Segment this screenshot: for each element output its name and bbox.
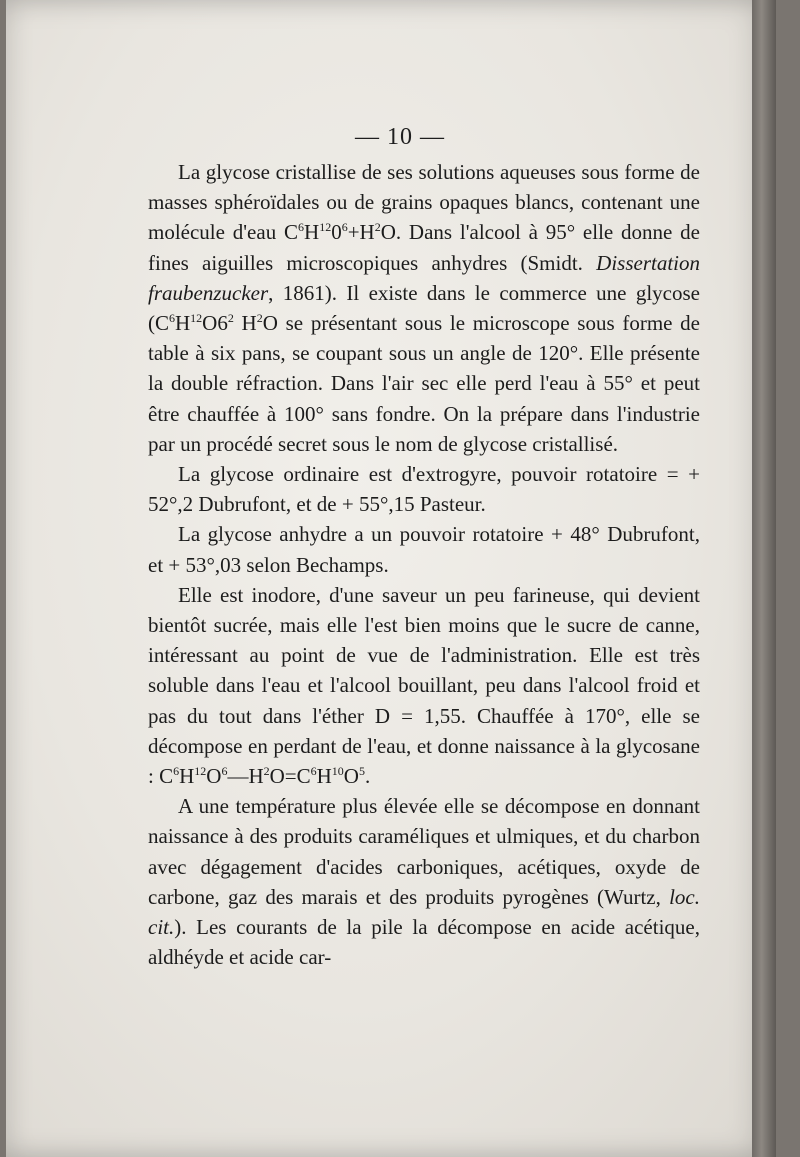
superscript: 6 (169, 311, 175, 326)
paragraph-2: La glycose ordinaire est d'extrogyre, pouvoir rotatoire = + 52°,2 Dubrufont, et de + 55°,15 Pasteur. (148, 462, 700, 517)
superscript: 2 (256, 311, 263, 326)
paragraph-3: La glycose anhydre a un pouvoir rotatoire + 48° Dubrufont, et + 53°,03 selon Bechamps. (148, 522, 700, 577)
superscript: 6 (173, 764, 180, 779)
superscript: 6 (221, 764, 228, 779)
superscript: 6 (298, 220, 305, 235)
superscript: 12 (194, 764, 207, 779)
body-text (148, 157, 700, 972)
superscript: 5 (358, 764, 365, 779)
superscript: 10 (331, 764, 344, 779)
superscript: 6 (341, 220, 348, 235)
superscript: 2 (263, 764, 270, 779)
superscript: 2 (227, 311, 234, 326)
superscript: 12 (319, 220, 332, 235)
page-edge-shadow (752, 0, 776, 1157)
page-number: — 10 — (355, 124, 445, 150)
paragraph-5: A une température plus élevée elle se décompose en donnant naissance à des produits caraméliques et ulmiques, et du charbon avec dégagement d'acides carboniques, acétiques, oxyde de carbone, gaz des marais et des produits pyrogènes (Wurtz, loc. cit.). Les courants de la pile la décompose en acide acétique, aldhéyde et acide car- (148, 794, 700, 970)
italic-citation: Dissertation fraubenzucker (148, 250, 700, 305)
superscript: 12 (190, 311, 203, 326)
paragraph-1: La glycose cristallise de ses solutions aqueuses sous forme de masses sphéroïdales ou de grains opaques blancs, contenant une molécule d'eau $C^6H^{12}0^6+H^2O$. Dans l'alcool à 95° elle donne de fines aiguilles microscopiques anhydres (Smidt. Dissertation fraubenzucker, 1861). Il existe dans le commerce une glycose ($C^6H^{12}O6^2$ $H^2O$ se présentant sous le microscope sous forme de table à six pans, se coupant sous un angle de 120°. Elle présente la double réfraction. Dans l'air sec elle perd l'eau à 55° et peut être chauffée à 100° sans fondre. On la prépare dans l'industrie par un procédé secret sous le nom de glycose cristallisé. (148, 160, 701, 456)
paragraph-4: Elle est inodore, d'une saveur un peu farineuse, qui devient bientôt sucrée, mais elle l'est bien moins que le sucre de canne, intéressant au point de vue de l'administration. Elle est très soluble dans l'eau et l'alcool bouillant, peu dans l'alcool froid et pas du tout dans l'éther D = 1,55. Chauffée à 170°, elle se décompose en perdant de l'eau, et donne naissance à la glycosane : $C^6H^{12}O^6—H^2O=C^6H^{10}O^5$. (148, 582, 700, 789)
italic-citation: loc. cit. (148, 884, 700, 940)
superscript: 2 (374, 220, 381, 235)
superscript: 6 (310, 764, 317, 779)
